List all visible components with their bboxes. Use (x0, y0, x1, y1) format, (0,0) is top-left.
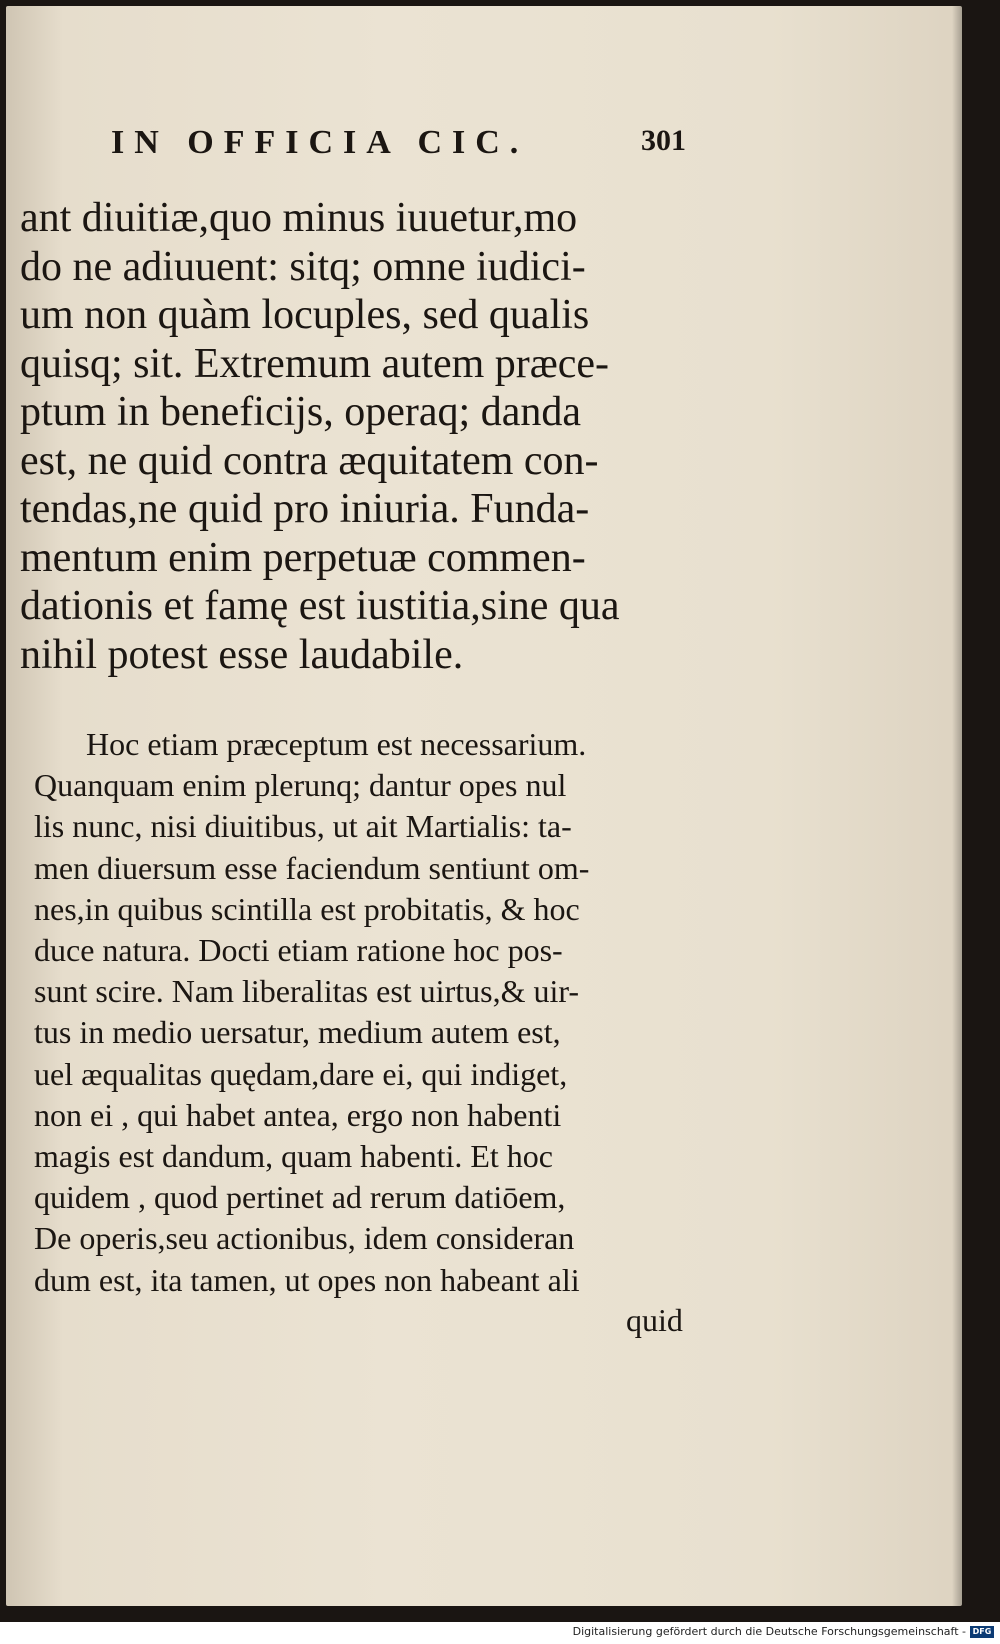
text-line: magis est dandum, quam habenti. Et hoc (34, 1138, 553, 1175)
text-line: do ne adiuuent: sitq; omne iudici- (20, 243, 586, 290)
catchword: quid (626, 1302, 683, 1338)
text-line: dum est, ita tamen, ut opes non habeant ali (34, 1261, 580, 1298)
running-head (111, 124, 686, 174)
text-line: men diuersum esse faciendum sentiunt om- (34, 849, 590, 886)
text-line: uel æqualitas quędam,dare ei, qui indiget, (34, 1055, 568, 1092)
text-line: De operis,seu actionibus, idem consideran (34, 1220, 575, 1257)
text-line: est, ne quid contra æquitatem con- (20, 437, 599, 484)
text-line: dationis et famę est iustitia,sine qua (20, 583, 620, 629)
book-page (6, 6, 962, 1606)
text-line: tendas,ne quid pro iniuria. Funda- (20, 486, 590, 532)
text-line: nes,in quibus scintilla est probitatis, & hoc (34, 890, 580, 927)
text-line: quidem , quod pertinet ad rerum datiōem, (34, 1179, 566, 1216)
paragraph-2 (34, 724, 704, 1301)
text-line: Hoc etiam præceptum est necessarium. (86, 726, 587, 762)
text-line: um non quàm locuples, sed qualis (20, 292, 590, 338)
text-line: tus in medio uersatur, medium autem est, (34, 1014, 561, 1051)
funding-notice: Digitalisierung gefördert durch die Deutsche Forschungsgemeinschaft - (572, 1625, 966, 1638)
text-line: Quanquam enim plerunq; dantur opes nul (34, 767, 567, 804)
text-line: mentum enim perpetuæ commen- (20, 534, 586, 581)
running-head-title: IN OFFICIA CIC. (111, 124, 529, 161)
text-line: non ei , qui habet antea, ergo non habenti (34, 1096, 562, 1133)
text-line: lis nunc, nisi diuitibus, ut ait Martialis: ta- (34, 808, 572, 845)
dfg-logo-icon: DFG (970, 1626, 994, 1638)
paragraph-1 (20, 194, 700, 679)
footer-bar (0, 1622, 1000, 1644)
text-line: sunt scire. Nam liberalitas est uirtus,& uir- (34, 973, 580, 1010)
text-line: quisq; sit. Extremum autem præce- (20, 340, 610, 387)
text-line: nihil potest esse laudabile. (20, 631, 464, 678)
page-number: 301 (641, 124, 686, 157)
text-line: duce natura. Docti etiam ratione hoc pos- (34, 932, 563, 969)
text-line: ptum in beneficijs, operaq; danda (20, 389, 581, 435)
text-line: ant diuitiæ,quo minus iuuetur,mo (20, 195, 578, 241)
